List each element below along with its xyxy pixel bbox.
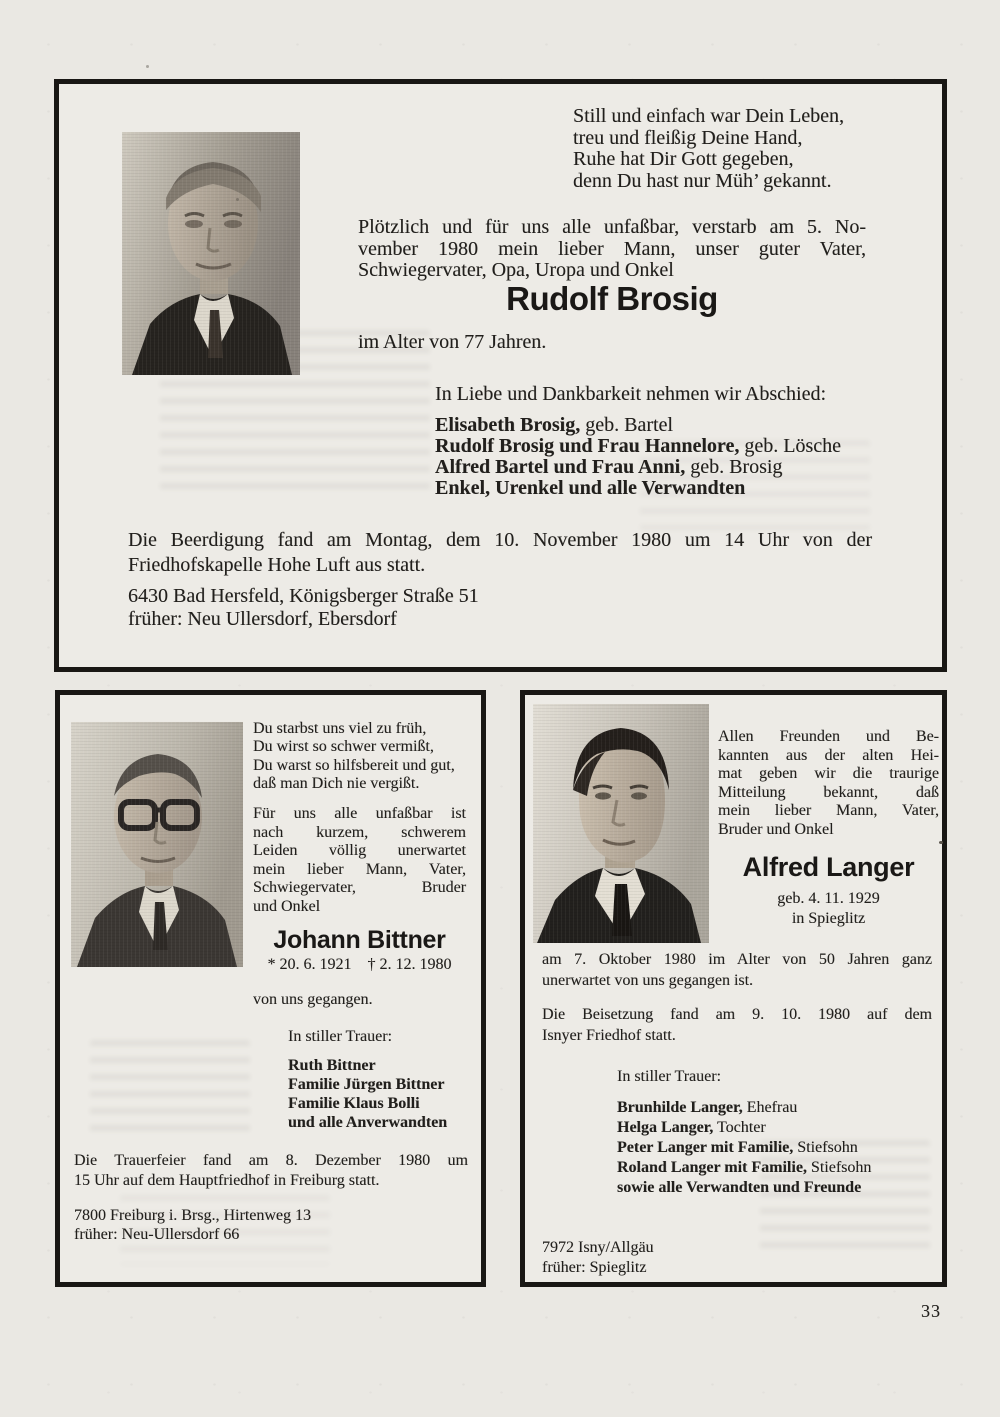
death-paragraph — [542, 950, 932, 991]
funeral-line: Die Beerdigung fand am Montag, dem 10. November 1980 um 14 Uhr von der — [128, 529, 872, 551]
mourner-name: sowie alle Verwandten und Freunde — [617, 1179, 862, 1196]
funeral-line: Die Beisetzung fand am 9. 10. 1980 auf dem — [542, 1006, 932, 1023]
birth-place-line: in Spieglitz — [791, 910, 866, 927]
mourner-name: Alfred Bartel und Frau Anni, — [435, 456, 686, 478]
announcement-line: Leiden völlig unerwartet — [253, 842, 466, 860]
mourner-line: Familie Jürgen Bittner — [288, 1076, 445, 1093]
mourner-line: Familie Klaus Bolli — [288, 1095, 420, 1112]
announcement-line: mein lieber Mann, Vater, — [718, 802, 939, 820]
announcement-paragraph — [358, 217, 866, 282]
mourner-line — [435, 457, 841, 478]
announcement-line: kannten aus der alten Hei- — [718, 746, 939, 764]
mourner-list — [288, 1056, 447, 1132]
memorial-verse — [253, 720, 455, 794]
portrait-photo-rudolf-brosig — [122, 132, 300, 375]
mourner-name: Peter Langer mit Familie, — [617, 1139, 794, 1156]
mourner-name: Roland Langer mit Familie, — [617, 1159, 807, 1176]
page-number: 33 — [921, 1301, 941, 1321]
memorial-verse — [573, 106, 844, 192]
paper-speck — [939, 841, 943, 844]
mourner-name: Helga Langer, — [617, 1119, 714, 1136]
announcement-line: Allen Freunden und Be- — [718, 728, 939, 745]
age-line: im Alter von 77 Jahren. — [358, 331, 547, 353]
mourner-line: und alle Anverwandten — [288, 1114, 448, 1131]
announcement-line: Schwiegervater, Opa, Uropa und Onkel — [358, 259, 674, 281]
mourner-line — [617, 1118, 871, 1138]
passed-line: von uns gegangen. — [253, 991, 373, 1008]
verse-line: Ruhe hat Dir Gott gegeben, — [573, 148, 794, 170]
verse-line: Du warst so hilfsbereit und gut, — [253, 756, 455, 774]
mourner-name: Elisabeth Brosig, — [435, 414, 581, 436]
mourner-list — [617, 1098, 871, 1198]
death-notice-alfred-langer — [520, 690, 947, 1287]
deceased-name: Johann Bittner — [273, 926, 446, 954]
mourner-line — [435, 415, 841, 436]
announcement-line: Mitteilung bekannt, daß — [718, 783, 939, 801]
mourner-suffix: Ehefrau — [742, 1099, 798, 1116]
address-block — [74, 1206, 311, 1244]
mourner-line — [617, 1178, 871, 1198]
funeral-paragraph — [128, 528, 872, 578]
address-line: früher: Neu Ullersdorf, Ebersdorf — [128, 607, 397, 630]
verse-line: treu und fleißig Deine Hand, — [573, 126, 803, 149]
address-line: früher: Spieglitz — [542, 1259, 647, 1276]
announcement-line: mat geben wir die traurige — [718, 765, 939, 783]
portrait-photo-alfred-langer — [533, 704, 709, 943]
deceased-name: Rudolf Brosig — [506, 280, 718, 317]
mourner-suffix: Stiefsohn — [806, 1159, 872, 1176]
verse-line: denn Du hast nur Müh’ gekannt. — [573, 169, 832, 192]
mourner-line — [435, 436, 841, 457]
announcement-paragraph — [718, 728, 939, 840]
birth-info — [718, 889, 939, 929]
announcement-paragraph — [253, 805, 466, 917]
photo-grain — [533, 704, 709, 943]
address-block — [542, 1238, 654, 1278]
mourner-line: Ruth Bittner — [288, 1057, 376, 1074]
announcement-line: Für uns alle unfaßbar ist — [253, 805, 466, 822]
mourner-suffix: Tochter — [713, 1119, 766, 1136]
mourner-suffix: geb. Bartel — [580, 414, 673, 436]
announcement-line: und Onkel — [253, 897, 321, 915]
ink-bleedthrough — [90, 1040, 250, 1135]
mourner-line — [617, 1138, 871, 1158]
deceased-name: Alfred Langer — [742, 852, 915, 882]
portrait-photo-johann-bittner — [71, 722, 243, 967]
announcement-line: nach kurzem, schwerem — [253, 823, 466, 841]
mourner-suffix: Stiefsohn — [793, 1139, 858, 1156]
announcement-line: vember 1980 mein lieber Mann, unser guter Vater, — [358, 237, 866, 260]
announcement-line: Schwiegervater, Bruder — [253, 879, 466, 897]
announcement-line: mein lieber Mann, Vater, — [253, 860, 466, 878]
photo-grain — [71, 722, 243, 967]
funeral-paragraph — [74, 1151, 468, 1190]
funeral-line: Friedhofskapelle Hohe Luft aus statt. — [128, 554, 426, 576]
verse-line: Du starbst uns viel zu früh, — [253, 720, 427, 737]
verse-line: Du wirst so schwer vermißt, — [253, 738, 434, 756]
trauer-heading: In stiller Trauer: — [288, 1028, 392, 1045]
mourner-name: Brunhilde Langer, — [617, 1099, 743, 1116]
funeral-line: 15 Uhr auf dem Hauptfriedhof in Freiburg statt. — [74, 1171, 380, 1189]
funeral-paragraph — [542, 1005, 932, 1046]
announcement-line: Plötzlich und für uns alle unfaßbar, verstarb am 5. No- — [358, 216, 866, 238]
address-block — [128, 585, 479, 630]
paper-speck — [146, 65, 149, 68]
mourner-line — [617, 1098, 871, 1118]
mourner-suffix: geb. Brosig — [685, 456, 783, 478]
mourner-line — [617, 1158, 871, 1178]
mourner-name: Enkel, Urenkel und alle Verwandten — [435, 477, 746, 499]
mourner-list — [435, 415, 841, 499]
farewell-heading: In Liebe und Dankbarkeit nehmen wir Abschied: — [435, 383, 826, 405]
death-line: unerwartet von uns gegangen ist. — [542, 971, 754, 989]
death-notice-rudolf-brosig — [54, 79, 947, 672]
photo-grain — [122, 132, 300, 375]
address-line: 6430 Bad Hersfeld, Königsberger Straße 51 — [128, 585, 479, 607]
address-line: 7800 Freiburg i. Brsg., Hirtenweg 13 — [74, 1207, 312, 1224]
death-notice-johann-bittner — [55, 690, 486, 1287]
address-line: 7972 Isny/Allgäu — [542, 1239, 654, 1256]
mourner-name: Rudolf Brosig und Frau Hannelore, — [435, 435, 740, 457]
verse-line: daß man Dich nie vergißt. — [253, 775, 420, 793]
mourner-line — [435, 478, 841, 499]
verse-line: Still und einfach war Dein Leben, — [573, 105, 845, 127]
address-line: früher: Neu-Ullersdorf 66 — [74, 1226, 240, 1243]
trauer-heading: In stiller Trauer: — [617, 1068, 721, 1085]
birth-death-dates: * 20. 6. 1921 † 2. 12. 1980 — [267, 956, 452, 973]
funeral-line: Die Trauerfeier fand am 8. Dezember 1980 um — [74, 1152, 468, 1169]
mourner-suffix: geb. Lösche — [739, 435, 841, 457]
funeral-line: Isnyer Friedhof statt. — [542, 1026, 676, 1044]
birth-date-line: geb. 4. 11. 1929 — [777, 890, 880, 907]
announcement-line: Bruder und Onkel — [718, 820, 834, 838]
paper-speck — [236, 198, 239, 201]
death-line: am 7. Oktober 1980 im Alter von 50 Jahren ganz — [542, 951, 932, 968]
